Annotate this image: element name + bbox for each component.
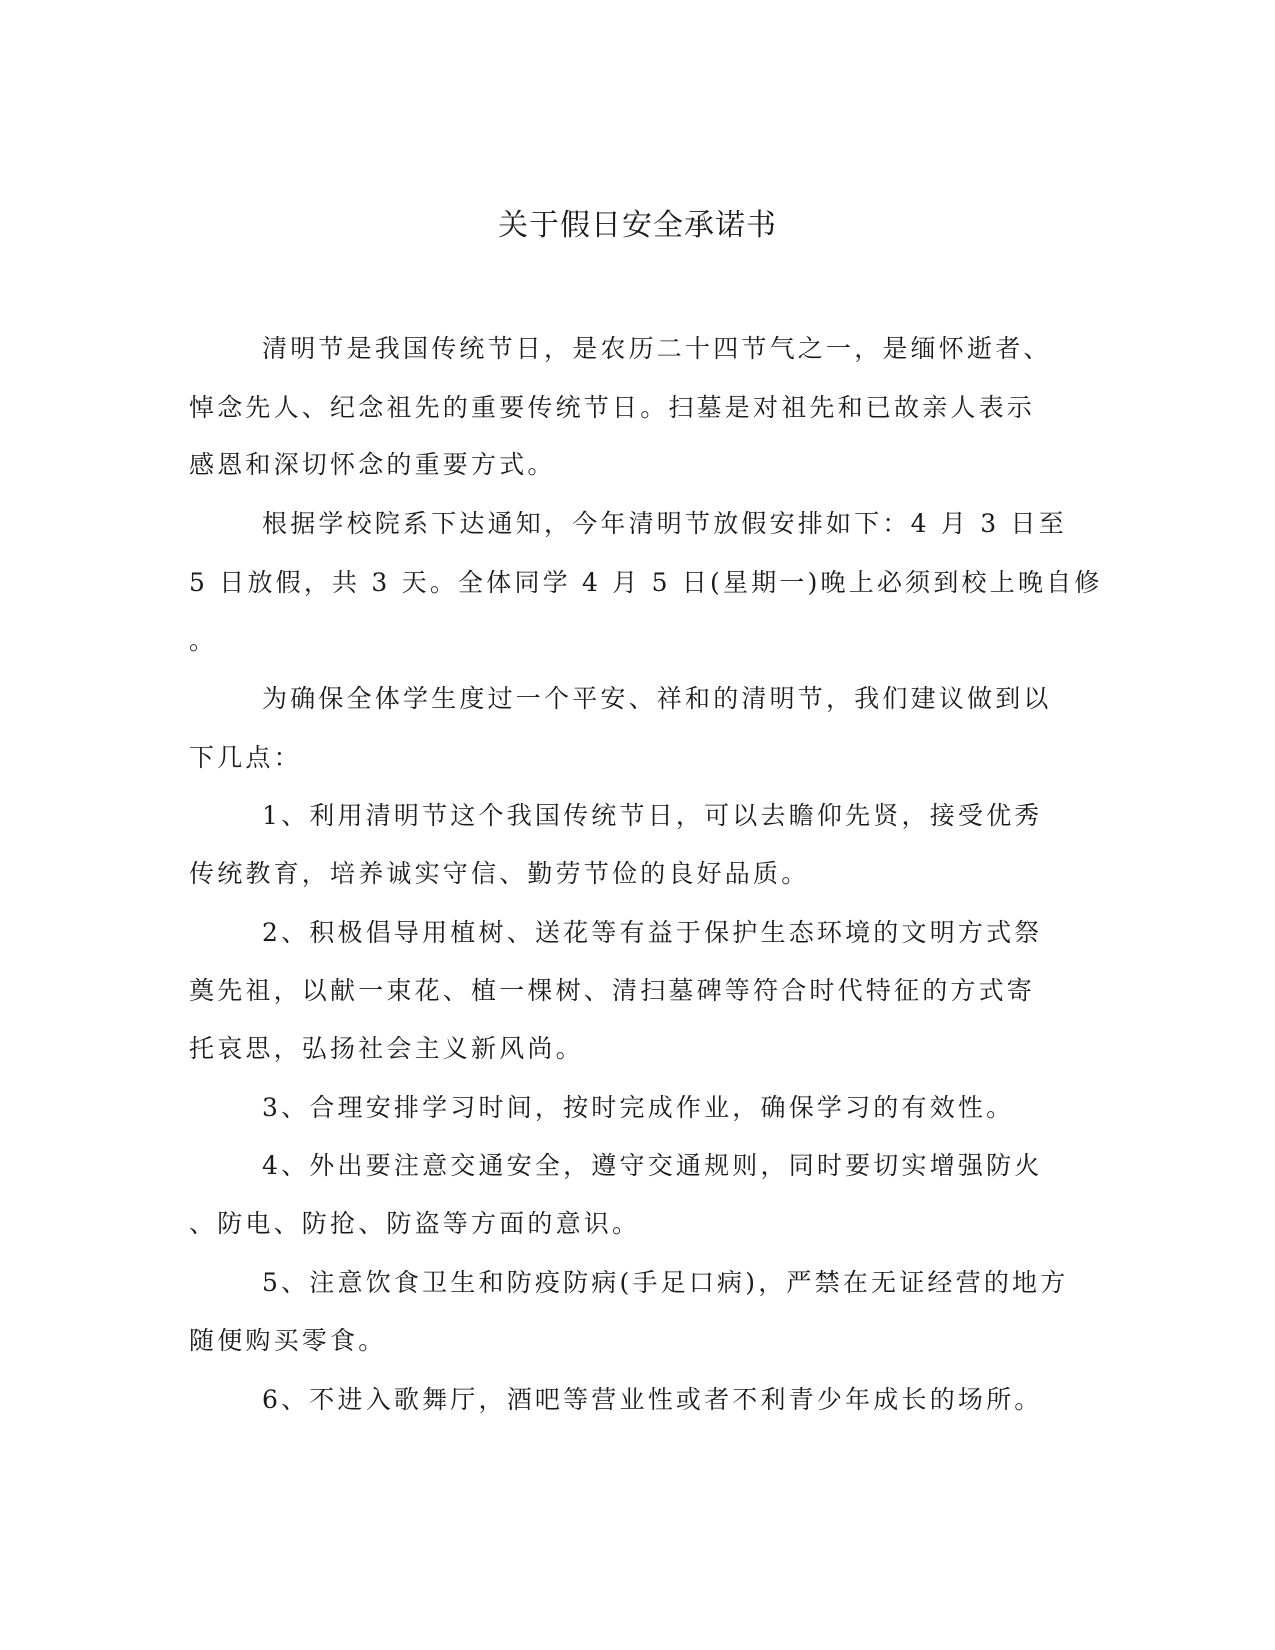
text-line: 5、注意饮食卫生和防疫防病(手足口病)，严禁在无证经营的地方 xyxy=(262,1268,1069,1297)
text-line: 悼念先人、纪念祖先的重要传统节日。扫墓是对祖先和已故亲人表示 xyxy=(189,393,1036,422)
text-line: 。 xyxy=(189,626,218,655)
document-title: 关于假日安全承诺书 xyxy=(498,208,777,243)
text-line: 传统教育，培养诚实守信、勤劳节俭的良好品质。 xyxy=(189,859,810,888)
text-line: 2、积极倡导用植树、送花等有益于保护生态环境的文明方式祭 xyxy=(262,918,1043,947)
text-line: 清明节是我国传统节日，是农历二十四节气之一，是缅怀逝者、 xyxy=(262,334,1052,363)
text-line: 为确保全体学生度过一个平安、祥和的清明节，我们建议做到以 xyxy=(262,684,1052,713)
text-line: 随便购买零食。 xyxy=(189,1326,387,1355)
text-line: 、防电、防抢、防盗等方面的意识。 xyxy=(189,1209,641,1238)
text-line: 5 日放假，共 3 天。全体同学 4 月 5 日(星期一)晚上必须到校上晚自修 xyxy=(189,568,1103,597)
text-line: 感恩和深切怀念的重要方式。 xyxy=(189,450,556,479)
text-line: 1、利用清明节这个我国传统节日，可以去瞻仰先贤，接受优秀 xyxy=(262,801,1043,830)
text-line: 4、外出要注意交通安全，遵守交通规则，同时要切实增强防火 xyxy=(262,1151,1043,1180)
text-line: 下几点： xyxy=(189,743,302,772)
text-line: 6、不进入歌舞厅，酒吧等营业性或者不利青少年成长的场所。 xyxy=(262,1385,1043,1414)
text-line: 根据学校院系下达通知，今年清明节放假安排如下：4 月 3 日至 xyxy=(262,509,1067,538)
text-line: 奠先祖，以献一束花、植一棵树、清扫墓碑等符合时代特征的方式寄 xyxy=(189,976,1036,1005)
text-line: 3、合理安排学习时间，按时完成作业，确保学习的有效性。 xyxy=(262,1093,1015,1122)
text-line: 托哀思，弘扬社会主义新风尚。 xyxy=(189,1034,584,1063)
